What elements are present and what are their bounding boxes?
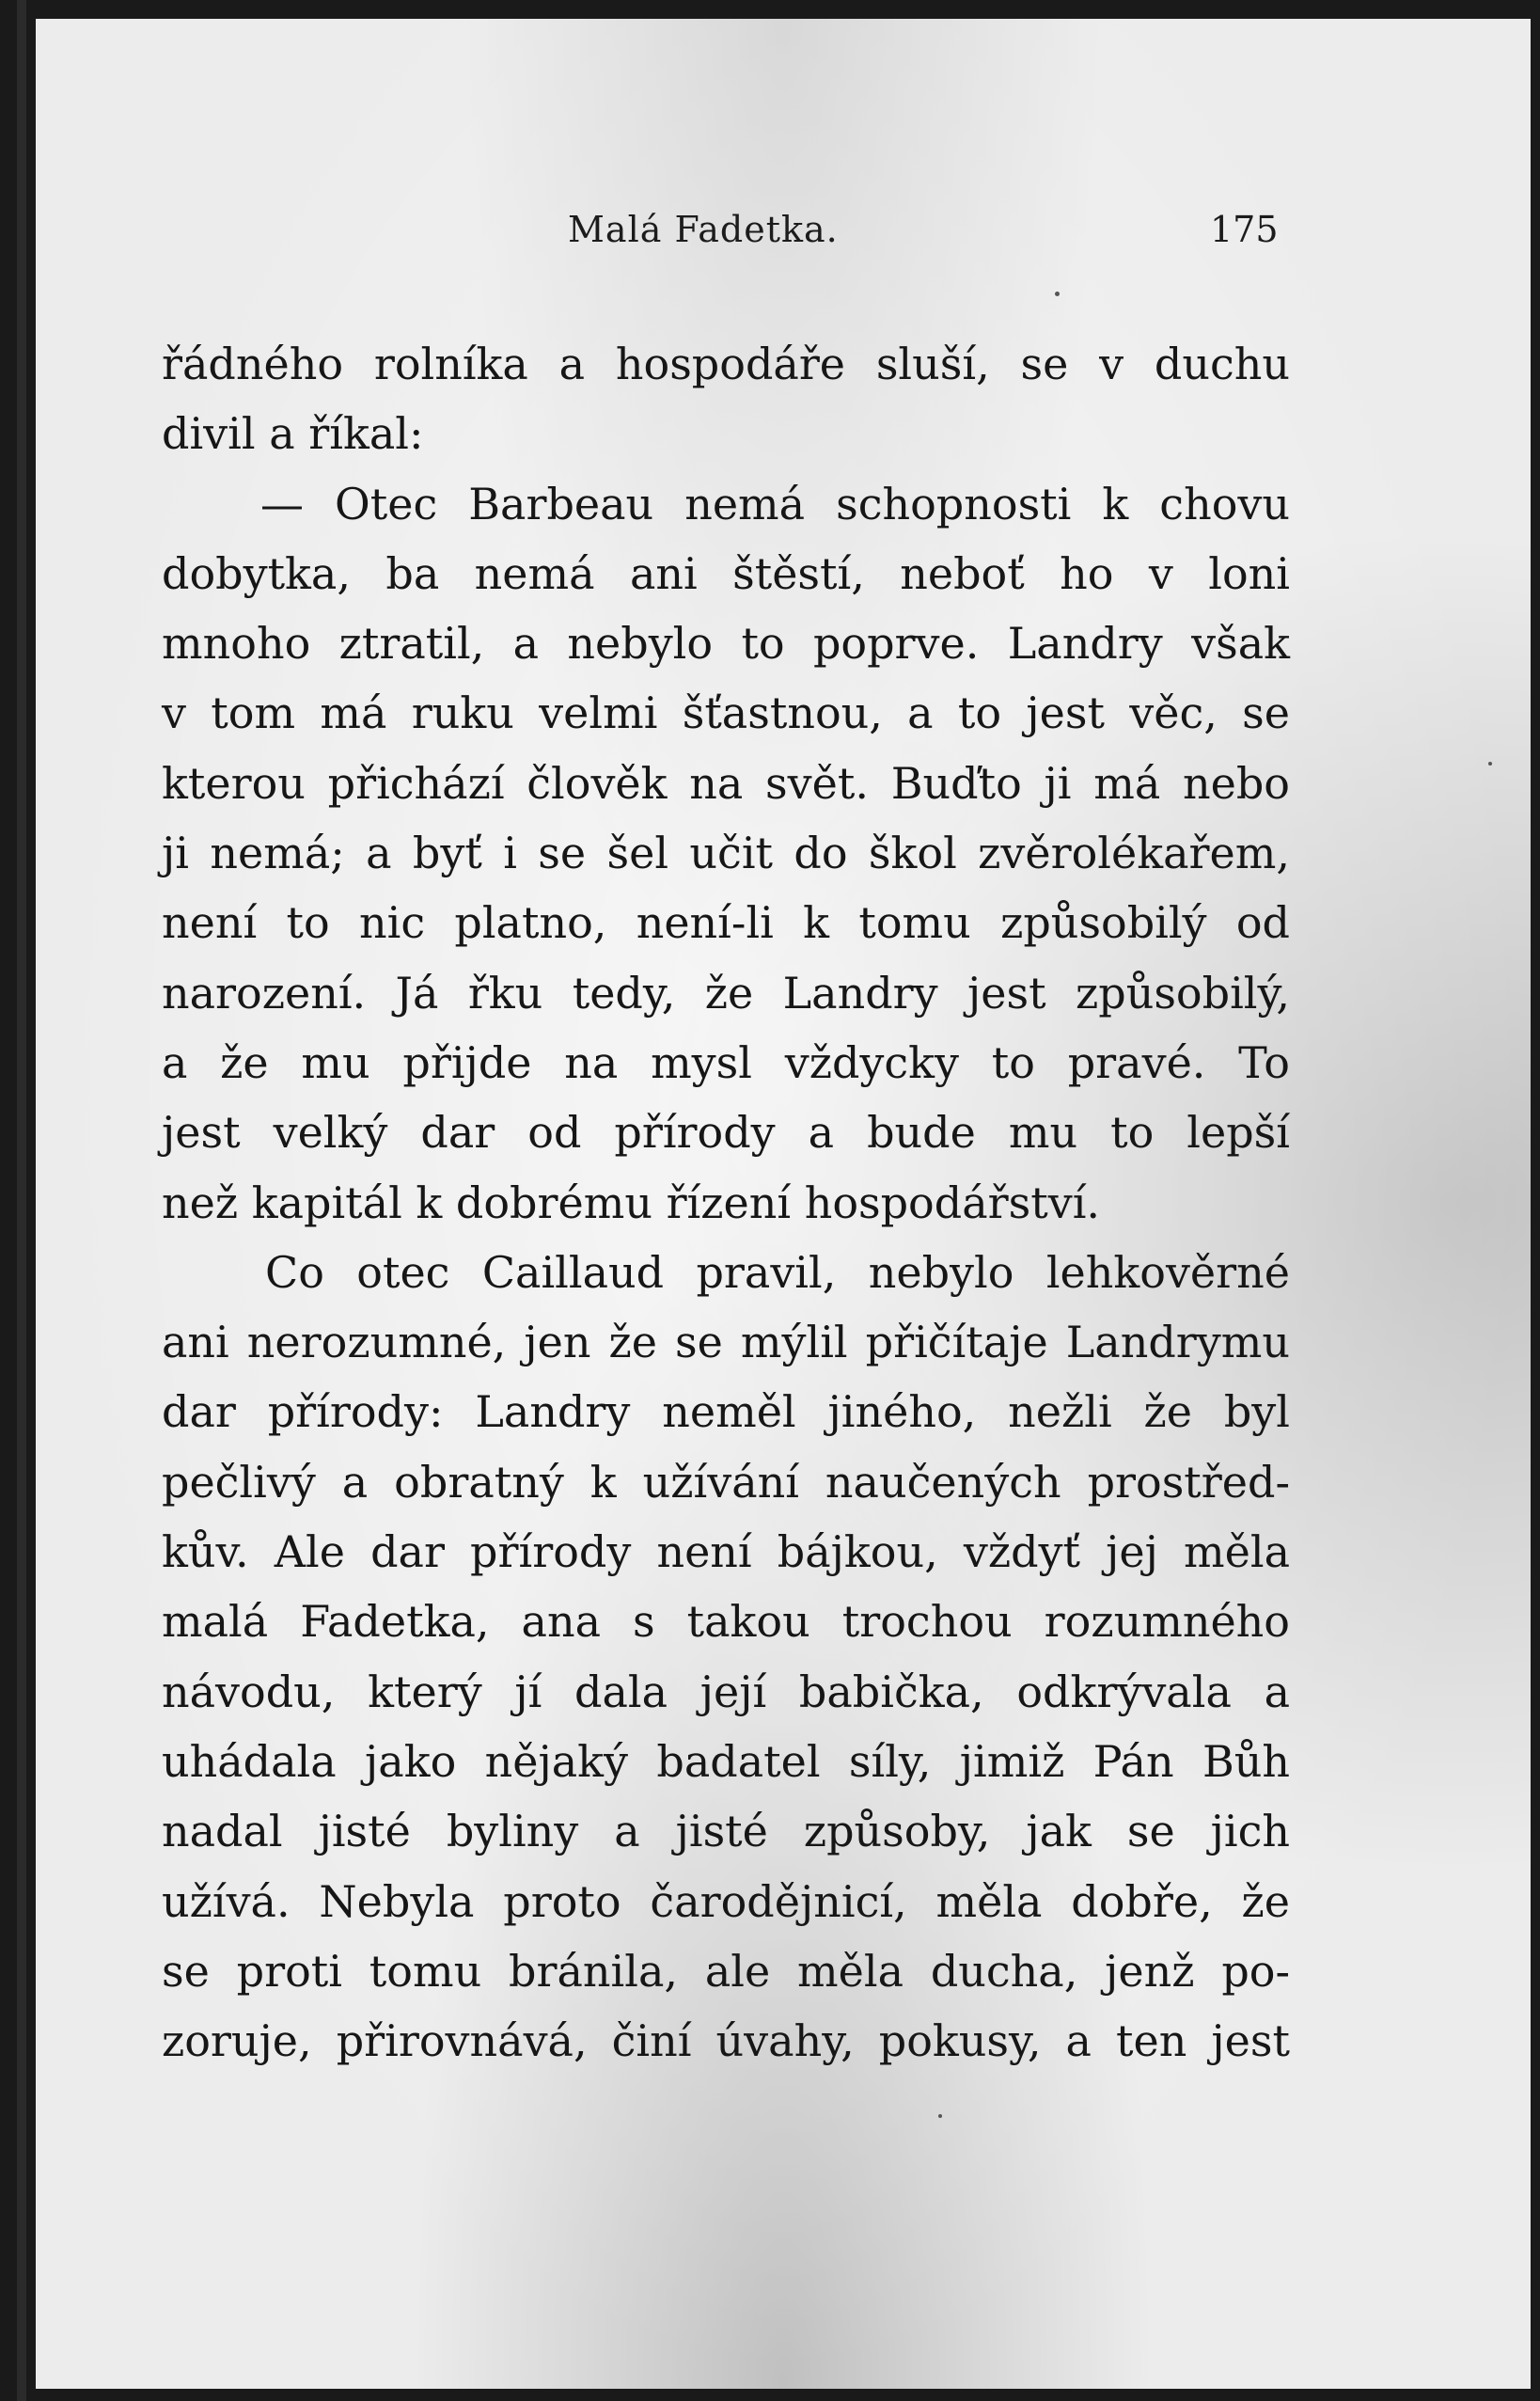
text-line: divil a říkal: — [162, 408, 424, 460]
print-speck — [938, 2114, 942, 2118]
text-line: dobytka, ba nemá ani štěstí, neboť ho v loni — [162, 547, 1290, 599]
text-line: návodu, který jí dala její babička, odkrývala a — [162, 1666, 1290, 1717]
text-line: řádného rolníka a hospodáře sluší, se v duchu — [162, 339, 1290, 389]
page-number: 175 — [1210, 209, 1279, 250]
text-line: mnoho ztratil, a nebylo to poprve. Landry však — [162, 618, 1290, 670]
text-line: než kapitál k dobrému řízení hospodářství. — [162, 1177, 1101, 1228]
body-text — [162, 329, 1290, 2076]
text-line: ji nemá; a byť i se šel učit do škol zvěrolékařem, — [162, 828, 1290, 879]
text-line: narození. Já řku tedy, že Landry jest způsobilý, — [162, 967, 1290, 1019]
text-line: — Otec Barbeau nemá schopnosti k chovu — [260, 478, 1290, 529]
binding-edge — [17, 0, 26, 2401]
text-line: kterou přichází člověk na svět. Buďto ji má nebo — [162, 757, 1290, 809]
print-speck — [1055, 292, 1060, 296]
text-line: dar přírody: Landry neměl jiného, nežli že byl — [162, 1386, 1290, 1438]
text-line: kův. Ale dar přírody není bájkou, vždyť jej měla — [162, 1526, 1290, 1578]
text-line: zoruje, přirovnává, činí úvahy, pokusy, a ten jest — [162, 2015, 1290, 2067]
text-line: v tom má ruku velmi šťastnou, a to jest věc, se — [162, 687, 1290, 739]
text-line: pečlivý a obratný k užívání naučených prostřed- — [162, 1456, 1290, 1508]
text-line: uhádala jako nějaký badatel síly, jimiž Pán Bůh — [162, 1735, 1290, 1787]
running-title: Malá Fadetka. — [568, 209, 839, 250]
text-line: užívá. Nebyla proto čarodějnicí, měla dobře, že — [162, 1875, 1290, 1927]
text-line: a že mu přijde na mysl vždycky to pravé. To — [162, 1036, 1290, 1088]
text-line: není to nic platno, není-li k tomu způsobilý od — [162, 897, 1290, 949]
text-line: nadal jisté byliny a jisté způsoby, jak se jich — [162, 1806, 1290, 1857]
text-line: malá Fadetka, ana s takou trochou rozumného — [162, 1596, 1290, 1648]
print-speck — [1488, 762, 1492, 766]
text-line: Co otec Caillaud pravil, nebylo lehkověrné — [265, 1246, 1290, 1298]
running-header — [0, 209, 1540, 265]
text-line: se proti tomu bránila, ale měla ducha, jenž po- — [162, 1945, 1290, 1997]
text-line: jest velký dar od přírody a bude mu to lepší — [162, 1107, 1290, 1159]
text-line: ani nerozumné, jen že se mýlil přičítaje Landrymu — [162, 1317, 1290, 1368]
